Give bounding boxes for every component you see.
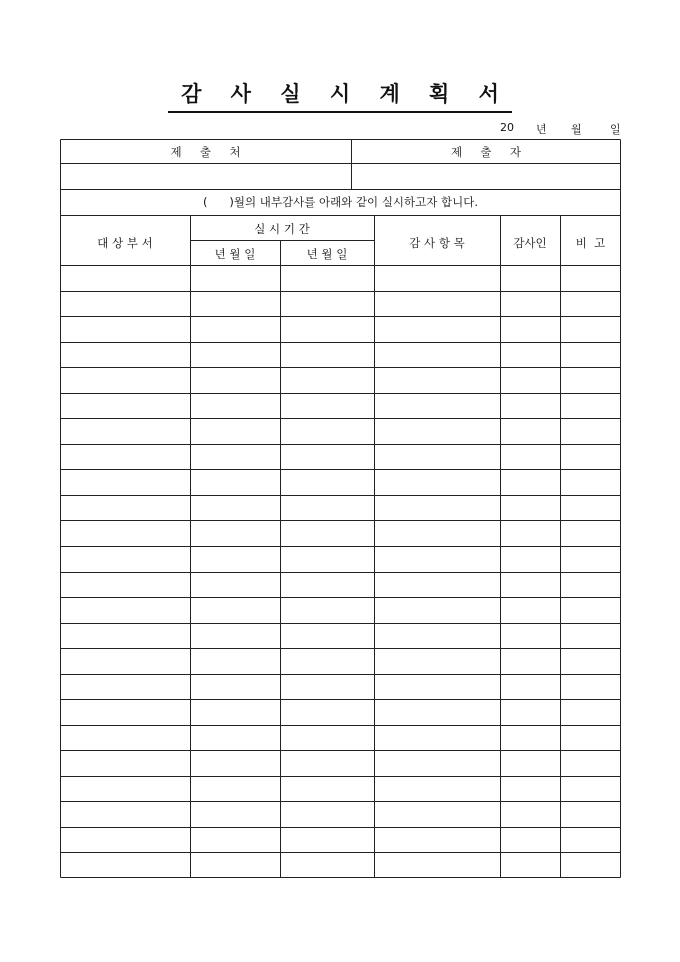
col-end-date: 년 월 일: [306, 247, 348, 261]
date-day-unit: 일: [610, 123, 621, 136]
submit-to-label: 제 출 처: [170, 145, 241, 159]
document-title-wrap: [0, 78, 680, 113]
date-line: [500, 121, 622, 137]
col-department: 대 상 부 서: [97, 236, 153, 250]
col-start-date: 년 월 일: [214, 247, 256, 261]
col-auditor: 감사인: [513, 236, 547, 250]
col-period: 실 시 기 간: [254, 222, 310, 236]
submit-to-field[interactable]: [60, 163, 351, 187]
date-year-prefix: 20: [500, 121, 514, 134]
submitter-label: 제 출 자: [451, 145, 521, 159]
notice-text: ( )월의 내부감사를 아래와 같이 실시하고자 합니다.: [202, 195, 479, 209]
date-year-unit: 년: [536, 123, 547, 136]
col-remarks: 비 고: [575, 236, 606, 250]
col-audit-items: 감 사 항 목: [409, 236, 465, 250]
submitter-field[interactable]: [351, 163, 621, 187]
document-title: 감 사 실 시 계 획 서: [168, 78, 512, 113]
date-month-unit: 월: [571, 123, 582, 136]
audit-plan-table: [60, 139, 621, 878]
